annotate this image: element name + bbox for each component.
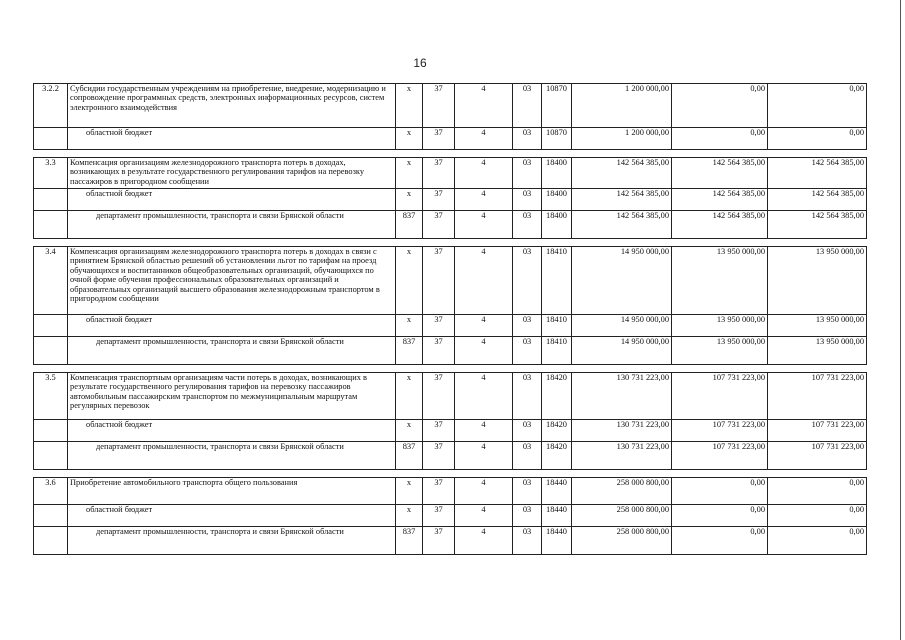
row-value-2: 0,00 — [672, 478, 768, 505]
row-grbs: х — [396, 505, 423, 527]
row-name: областной бюджет — [68, 505, 396, 527]
row-code-2: 4 — [455, 478, 513, 505]
row-value-1: 14 950 000,00 — [572, 315, 672, 337]
row-code-target: 18410 — [542, 337, 572, 365]
table-row — [34, 442, 867, 470]
row-value-3: 142 564 385,00 — [768, 211, 867, 239]
row-name: Приобретение автомобильного транспорта общего пользования — [68, 478, 396, 505]
row-code-3: 03 — [513, 158, 542, 189]
row-number: 3.5 — [34, 373, 68, 420]
row-grbs: 837 — [396, 211, 423, 239]
row-code-2: 4 — [455, 315, 513, 337]
row-code-1: 37 — [423, 128, 455, 150]
row-value-3: 13 950 000,00 — [768, 337, 867, 365]
row-name: департамент промышленности, транспорта и связи Брянской области — [68, 337, 396, 365]
row-code-1: 37 — [423, 189, 455, 211]
row-value-2: 0,00 — [672, 505, 768, 527]
row-grbs: х — [396, 247, 423, 315]
row-value-1: 1 200 000,00 — [572, 128, 672, 150]
row-value-3: 0,00 — [768, 505, 867, 527]
row-value-3: 142 564 385,00 — [768, 189, 867, 211]
row-code-2: 4 — [455, 505, 513, 527]
row-code-3: 03 — [513, 247, 542, 315]
row-value-1: 258 000 800,00 — [572, 478, 672, 505]
row-value-2: 142 564 385,00 — [672, 189, 768, 211]
row-code-1: 37 — [423, 420, 455, 442]
row-code-target: 18440 — [542, 505, 572, 527]
row-code-1: 37 — [423, 478, 455, 505]
row-code-target: 18440 — [542, 478, 572, 505]
row-code-target: 18440 — [542, 527, 572, 555]
row-value-1: 130 731 223,00 — [572, 420, 672, 442]
table-row — [34, 315, 867, 337]
row-code-target: 18420 — [542, 442, 572, 470]
table-row — [34, 189, 867, 211]
table-gap — [34, 365, 867, 373]
row-value-3: 107 731 223,00 — [768, 442, 867, 470]
row-code-3: 03 — [513, 373, 542, 420]
row-code-target: 10870 — [542, 84, 572, 128]
row-value-3: 142 564 385,00 — [768, 158, 867, 189]
table-row — [34, 373, 867, 420]
row-name: областной бюджет — [68, 420, 396, 442]
row-grbs: х — [396, 315, 423, 337]
row-name: департамент промышленности, транспорта и связи Брянской области — [68, 527, 396, 555]
row-value-3: 13 950 000,00 — [768, 315, 867, 337]
row-grbs: х — [396, 373, 423, 420]
row-value-3: 0,00 — [768, 128, 867, 150]
table-gap — [34, 470, 867, 478]
row-value-3: 0,00 — [768, 478, 867, 505]
row-name: Компенсация транспортным организациям части потерь в доходах, возникающих в результате государственного регулирования тарифов на перевозку пассажиров автомобильным пассажирским транспортом по межмуниципальным маршрутам регулярных перевозок — [68, 373, 396, 420]
table-row — [34, 84, 867, 128]
table-gap — [34, 150, 867, 158]
row-value-1: 14 950 000,00 — [572, 247, 672, 315]
row-code-1: 37 — [423, 211, 455, 239]
row-value-3: 13 950 000,00 — [768, 247, 867, 315]
row-value-1: 142 564 385,00 — [572, 211, 672, 239]
row-grbs: 837 — [396, 442, 423, 470]
table-row — [34, 478, 867, 505]
row-number — [34, 211, 68, 239]
row-value-2: 13 950 000,00 — [672, 315, 768, 337]
row-name: Компенсация организациям железнодорожного транспорта потерь в доходах в связи с принятием Брянской областью решений об установлении льгот по тарифам на проезд обучающихся и воспитанников общеобразовательных организаций, обучающихся по очной форме обучения профессиональных образовательных организаций и образовательных организаций высшего образования железнодорожным транспортом в пригородном сообщении — [68, 247, 396, 315]
row-value-1: 258 000 800,00 — [572, 527, 672, 555]
row-code-3: 03 — [513, 315, 542, 337]
page-number: 16 — [413, 56, 427, 70]
row-code-2: 4 — [455, 442, 513, 470]
row-value-2: 107 731 223,00 — [672, 420, 768, 442]
row-code-target: 10870 — [542, 128, 572, 150]
row-code-target: 18400 — [542, 158, 572, 189]
row-code-1: 37 — [423, 315, 455, 337]
row-number: 3.4 — [34, 247, 68, 315]
row-name: Компенсация организациям железнодорожного транспорта потерь в доходах, возникающих в результате государственного регулирования тарифов на перевозку пассажиров в пригородном сообщении — [68, 158, 396, 189]
row-grbs: х — [396, 420, 423, 442]
row-value-2: 0,00 — [672, 128, 768, 150]
row-value-2: 13 950 000,00 — [672, 247, 768, 315]
row-grbs: 837 — [396, 337, 423, 365]
row-code-target: 18420 — [542, 420, 572, 442]
row-value-1: 130 731 223,00 — [572, 442, 672, 470]
row-value-2: 142 564 385,00 — [672, 158, 768, 189]
row-value-1: 258 000 800,00 — [572, 505, 672, 527]
row-code-1: 37 — [423, 373, 455, 420]
row-name: департамент промышленности, транспорта и связи Брянской области — [68, 211, 396, 239]
row-value-3: 0,00 — [768, 527, 867, 555]
row-number — [34, 527, 68, 555]
row-name: департамент промышленности, транспорта и связи Брянской области — [68, 442, 396, 470]
row-grbs: х — [396, 189, 423, 211]
row-name: областной бюджет — [68, 315, 396, 337]
row-value-3: 107 731 223,00 — [768, 420, 867, 442]
row-code-target: 18420 — [542, 373, 572, 420]
row-value-1: 130 731 223,00 — [572, 373, 672, 420]
row-value-2: 0,00 — [672, 84, 768, 128]
table-row — [34, 420, 867, 442]
row-code-3: 03 — [513, 527, 542, 555]
row-code-3: 03 — [513, 505, 542, 527]
row-number — [34, 420, 68, 442]
row-code-3: 03 — [513, 337, 542, 365]
row-grbs: х — [396, 84, 423, 128]
row-code-1: 37 — [423, 84, 455, 128]
row-number — [34, 189, 68, 211]
row-number — [34, 442, 68, 470]
row-name: Субсидии государственным учреждениям на приобретение, внедрение, модернизацию и сопровождение программных средств, электронных информационных ресурсов, систем электронного взаимодействия — [68, 84, 396, 128]
row-code-2: 4 — [455, 373, 513, 420]
row-code-2: 4 — [455, 527, 513, 555]
row-value-3: 0,00 — [768, 84, 867, 128]
budget-table — [33, 83, 867, 555]
table-row — [34, 128, 867, 150]
table-row — [34, 158, 867, 189]
row-code-2: 4 — [455, 211, 513, 239]
row-code-2: 4 — [455, 337, 513, 365]
row-value-1: 14 950 000,00 — [572, 337, 672, 365]
row-value-3: 107 731 223,00 — [768, 373, 867, 420]
row-code-1: 37 — [423, 158, 455, 189]
row-name: областной бюджет — [68, 128, 396, 150]
row-number: 3.3 — [34, 158, 68, 189]
row-value-2: 142 564 385,00 — [672, 211, 768, 239]
table-row — [34, 247, 867, 315]
row-code-3: 03 — [513, 420, 542, 442]
row-number — [34, 505, 68, 527]
row-code-1: 37 — [423, 527, 455, 555]
row-code-1: 37 — [423, 442, 455, 470]
row-number — [34, 128, 68, 150]
row-value-1: 142 564 385,00 — [572, 189, 672, 211]
row-code-3: 03 — [513, 128, 542, 150]
row-value-1: 1 200 000,00 — [572, 84, 672, 128]
row-number — [34, 315, 68, 337]
row-code-3: 03 — [513, 84, 542, 128]
table-row — [34, 211, 867, 239]
row-code-3: 03 — [513, 211, 542, 239]
row-code-2: 4 — [455, 128, 513, 150]
row-number: 3.6 — [34, 478, 68, 505]
row-code-target: 18410 — [542, 247, 572, 315]
table-gap — [34, 239, 867, 247]
table-row — [34, 337, 867, 365]
row-code-2: 4 — [455, 189, 513, 211]
row-number — [34, 337, 68, 365]
row-grbs: 837 — [396, 527, 423, 555]
row-value-2: 13 950 000,00 — [672, 337, 768, 365]
row-value-2: 107 731 223,00 — [672, 373, 768, 420]
row-value-2: 107 731 223,00 — [672, 442, 768, 470]
row-code-1: 37 — [423, 337, 455, 365]
row-code-1: 37 — [423, 247, 455, 315]
row-code-2: 4 — [455, 158, 513, 189]
row-code-target: 18400 — [542, 211, 572, 239]
row-grbs: х — [396, 478, 423, 505]
row-code-3: 03 — [513, 189, 542, 211]
budget-table-body — [34, 84, 867, 555]
row-value-1: 142 564 385,00 — [572, 158, 672, 189]
row-code-3: 03 — [513, 442, 542, 470]
row-code-2: 4 — [455, 84, 513, 128]
row-code-2: 4 — [455, 247, 513, 315]
row-name: областной бюджет — [68, 189, 396, 211]
row-code-1: 37 — [423, 505, 455, 527]
scan-edge-line — [900, 0, 901, 640]
row-code-2: 4 — [455, 420, 513, 442]
row-code-3: 03 — [513, 478, 542, 505]
table-row — [34, 527, 867, 555]
row-value-2: 0,00 — [672, 527, 768, 555]
table-row — [34, 505, 867, 527]
row-code-target: 18410 — [542, 315, 572, 337]
row-number: 3.2.2 — [34, 84, 68, 128]
row-grbs: х — [396, 128, 423, 150]
row-code-target: 18400 — [542, 189, 572, 211]
row-grbs: х — [396, 158, 423, 189]
